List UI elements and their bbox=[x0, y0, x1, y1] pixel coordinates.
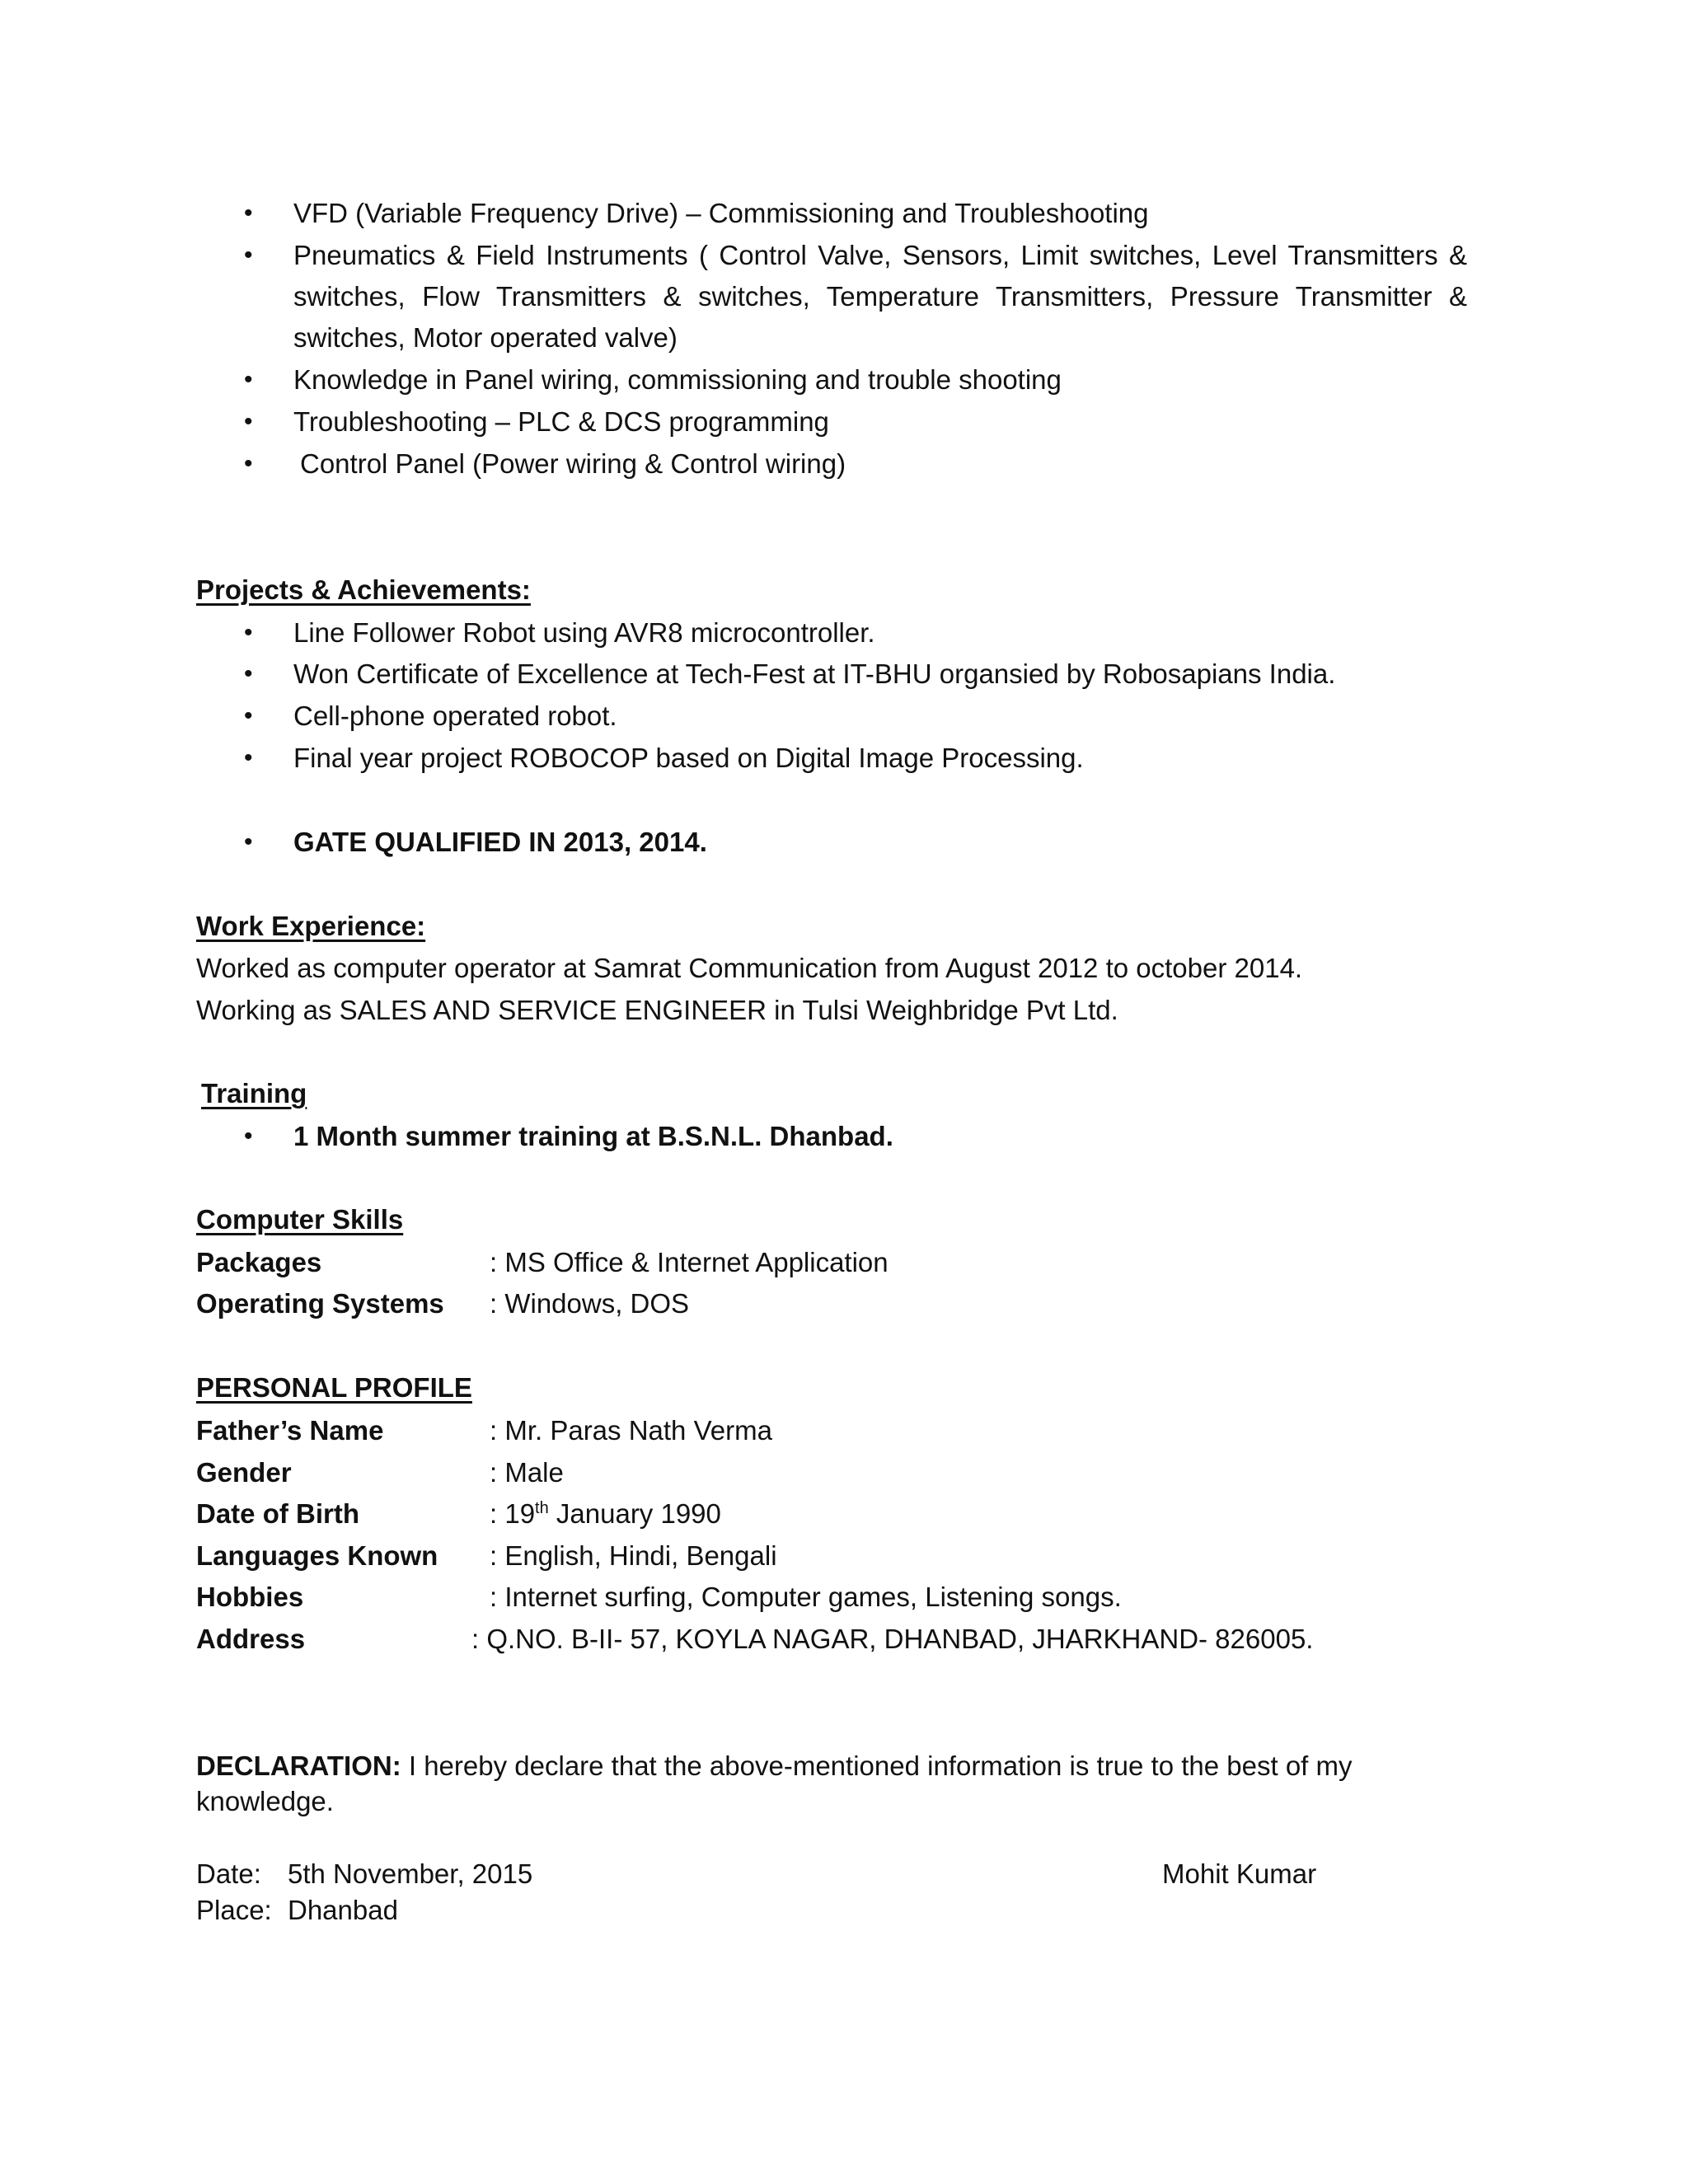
skill-item: Knowledge in Panel wiring, commissioning and trouble shooting bbox=[293, 364, 1062, 395]
row-label: Father’s Name bbox=[196, 1415, 384, 1446]
place-value: Dhanbad bbox=[288, 1895, 398, 1925]
row-label: Languages Known bbox=[196, 1540, 438, 1571]
row-value: : Q.NO. B-II- 57, KOYLA NAGAR, DHANBAD, JHARKHAND- 826005. bbox=[471, 1624, 1314, 1654]
row-label: Gender bbox=[196, 1457, 292, 1488]
row-label: Date of Birth bbox=[196, 1498, 359, 1529]
dob-day: : 19 bbox=[490, 1498, 536, 1529]
training-heading: Training bbox=[201, 1078, 307, 1108]
declaration bbox=[196, 1750, 1353, 1783]
computer-skills-heading: Computer Skills bbox=[196, 1204, 404, 1235]
dob-rest: January 1990 bbox=[548, 1498, 721, 1529]
project-item: Won Certificate of Excellence at Tech-Fest at IT-BHU organsied by Robosapians India. bbox=[293, 658, 1336, 689]
bullet-icon: • bbox=[244, 199, 253, 227]
work-line: Worked as computer operator at Samrat Communication from August 2012 to october 2014. bbox=[196, 953, 1303, 983]
bullet-icon: • bbox=[244, 744, 253, 771]
bullet-icon: • bbox=[244, 408, 253, 435]
work-line: Working as SALES AND SERVICE ENGINEER in Tulsi Weighbridge Pvt Ltd. bbox=[196, 995, 1118, 1025]
date-label: Date: bbox=[196, 1858, 261, 1889]
gate-item: GATE QUALIFIED IN 2013, 2014. bbox=[293, 827, 707, 857]
skill-item-continuation: switches, Flow Transmitters & switches, Temperature Transmitters, Pressure Transmitter & bbox=[293, 281, 1467, 312]
skill-item-continuation: switches, Motor operated valve) bbox=[293, 322, 678, 353]
skill-item: Troubleshooting – PLC & DCS programming bbox=[293, 406, 829, 437]
bullet-icon: • bbox=[244, 660, 253, 687]
projects-heading: Projects & Achievements: bbox=[196, 574, 531, 605]
bullet-icon: • bbox=[244, 450, 253, 477]
row-label: Address bbox=[196, 1624, 306, 1654]
bullet-icon: • bbox=[244, 702, 253, 729]
bullet-icon: • bbox=[244, 828, 253, 855]
row-value: : English, Hindi, Bengali bbox=[490, 1540, 777, 1571]
skill-item: Control Panel (Power wiring & Control wiring) bbox=[300, 448, 846, 479]
row-label: Hobbies bbox=[196, 1582, 304, 1612]
project-item: Cell-phone operated robot. bbox=[293, 701, 617, 731]
date-value: 5th November, 2015 bbox=[288, 1858, 533, 1889]
row-value: : Internet surfing, Computer games, Listening songs. bbox=[490, 1582, 1122, 1612]
row-value: : Windows, DOS bbox=[490, 1288, 690, 1319]
dob-ordinal: th bbox=[535, 1499, 549, 1517]
training-item: 1 Month summer training at B.S.N.L. Dhanbad. bbox=[293, 1121, 893, 1151]
row-value: : Mr. Paras Nath Verma bbox=[490, 1415, 772, 1446]
row-value: : Male bbox=[490, 1457, 564, 1488]
project-item: Final year project ROBOCOP based on Digital Image Processing. bbox=[293, 743, 1084, 773]
personal-heading: PERSONAL PROFILE bbox=[196, 1372, 472, 1403]
signature-name: Mohit Kumar bbox=[1162, 1858, 1317, 1889]
row-label: Operating Systems bbox=[196, 1288, 444, 1319]
place-label: Place: bbox=[196, 1895, 272, 1925]
declaration-text: I hereby declare that the above-mentioned information is true to the best of my bbox=[401, 1750, 1353, 1781]
bullet-icon: • bbox=[244, 241, 253, 269]
bullet-icon: • bbox=[244, 1122, 253, 1150]
bullet-icon: • bbox=[244, 366, 253, 393]
work-heading: Work Experience: bbox=[196, 911, 426, 941]
row-value: : MS Office & Internet Application bbox=[490, 1247, 889, 1277]
row-label: Packages bbox=[196, 1247, 322, 1277]
declaration-label: DECLARATION: bbox=[196, 1750, 401, 1781]
project-item: Line Follower Robot using AVR8 microcontroller. bbox=[293, 617, 875, 648]
bullet-icon: • bbox=[244, 619, 253, 646]
skill-item: VFD (Variable Frequency Drive) – Commissioning and Troubleshooting bbox=[293, 198, 1149, 228]
row-value bbox=[490, 1497, 721, 1530]
declaration-text-line2: knowledge. bbox=[196, 1786, 334, 1816]
skill-item: Pneumatics & Field Instruments ( Control Valve, Sensors, Limit switches, Level Transmitters & bbox=[293, 240, 1467, 270]
